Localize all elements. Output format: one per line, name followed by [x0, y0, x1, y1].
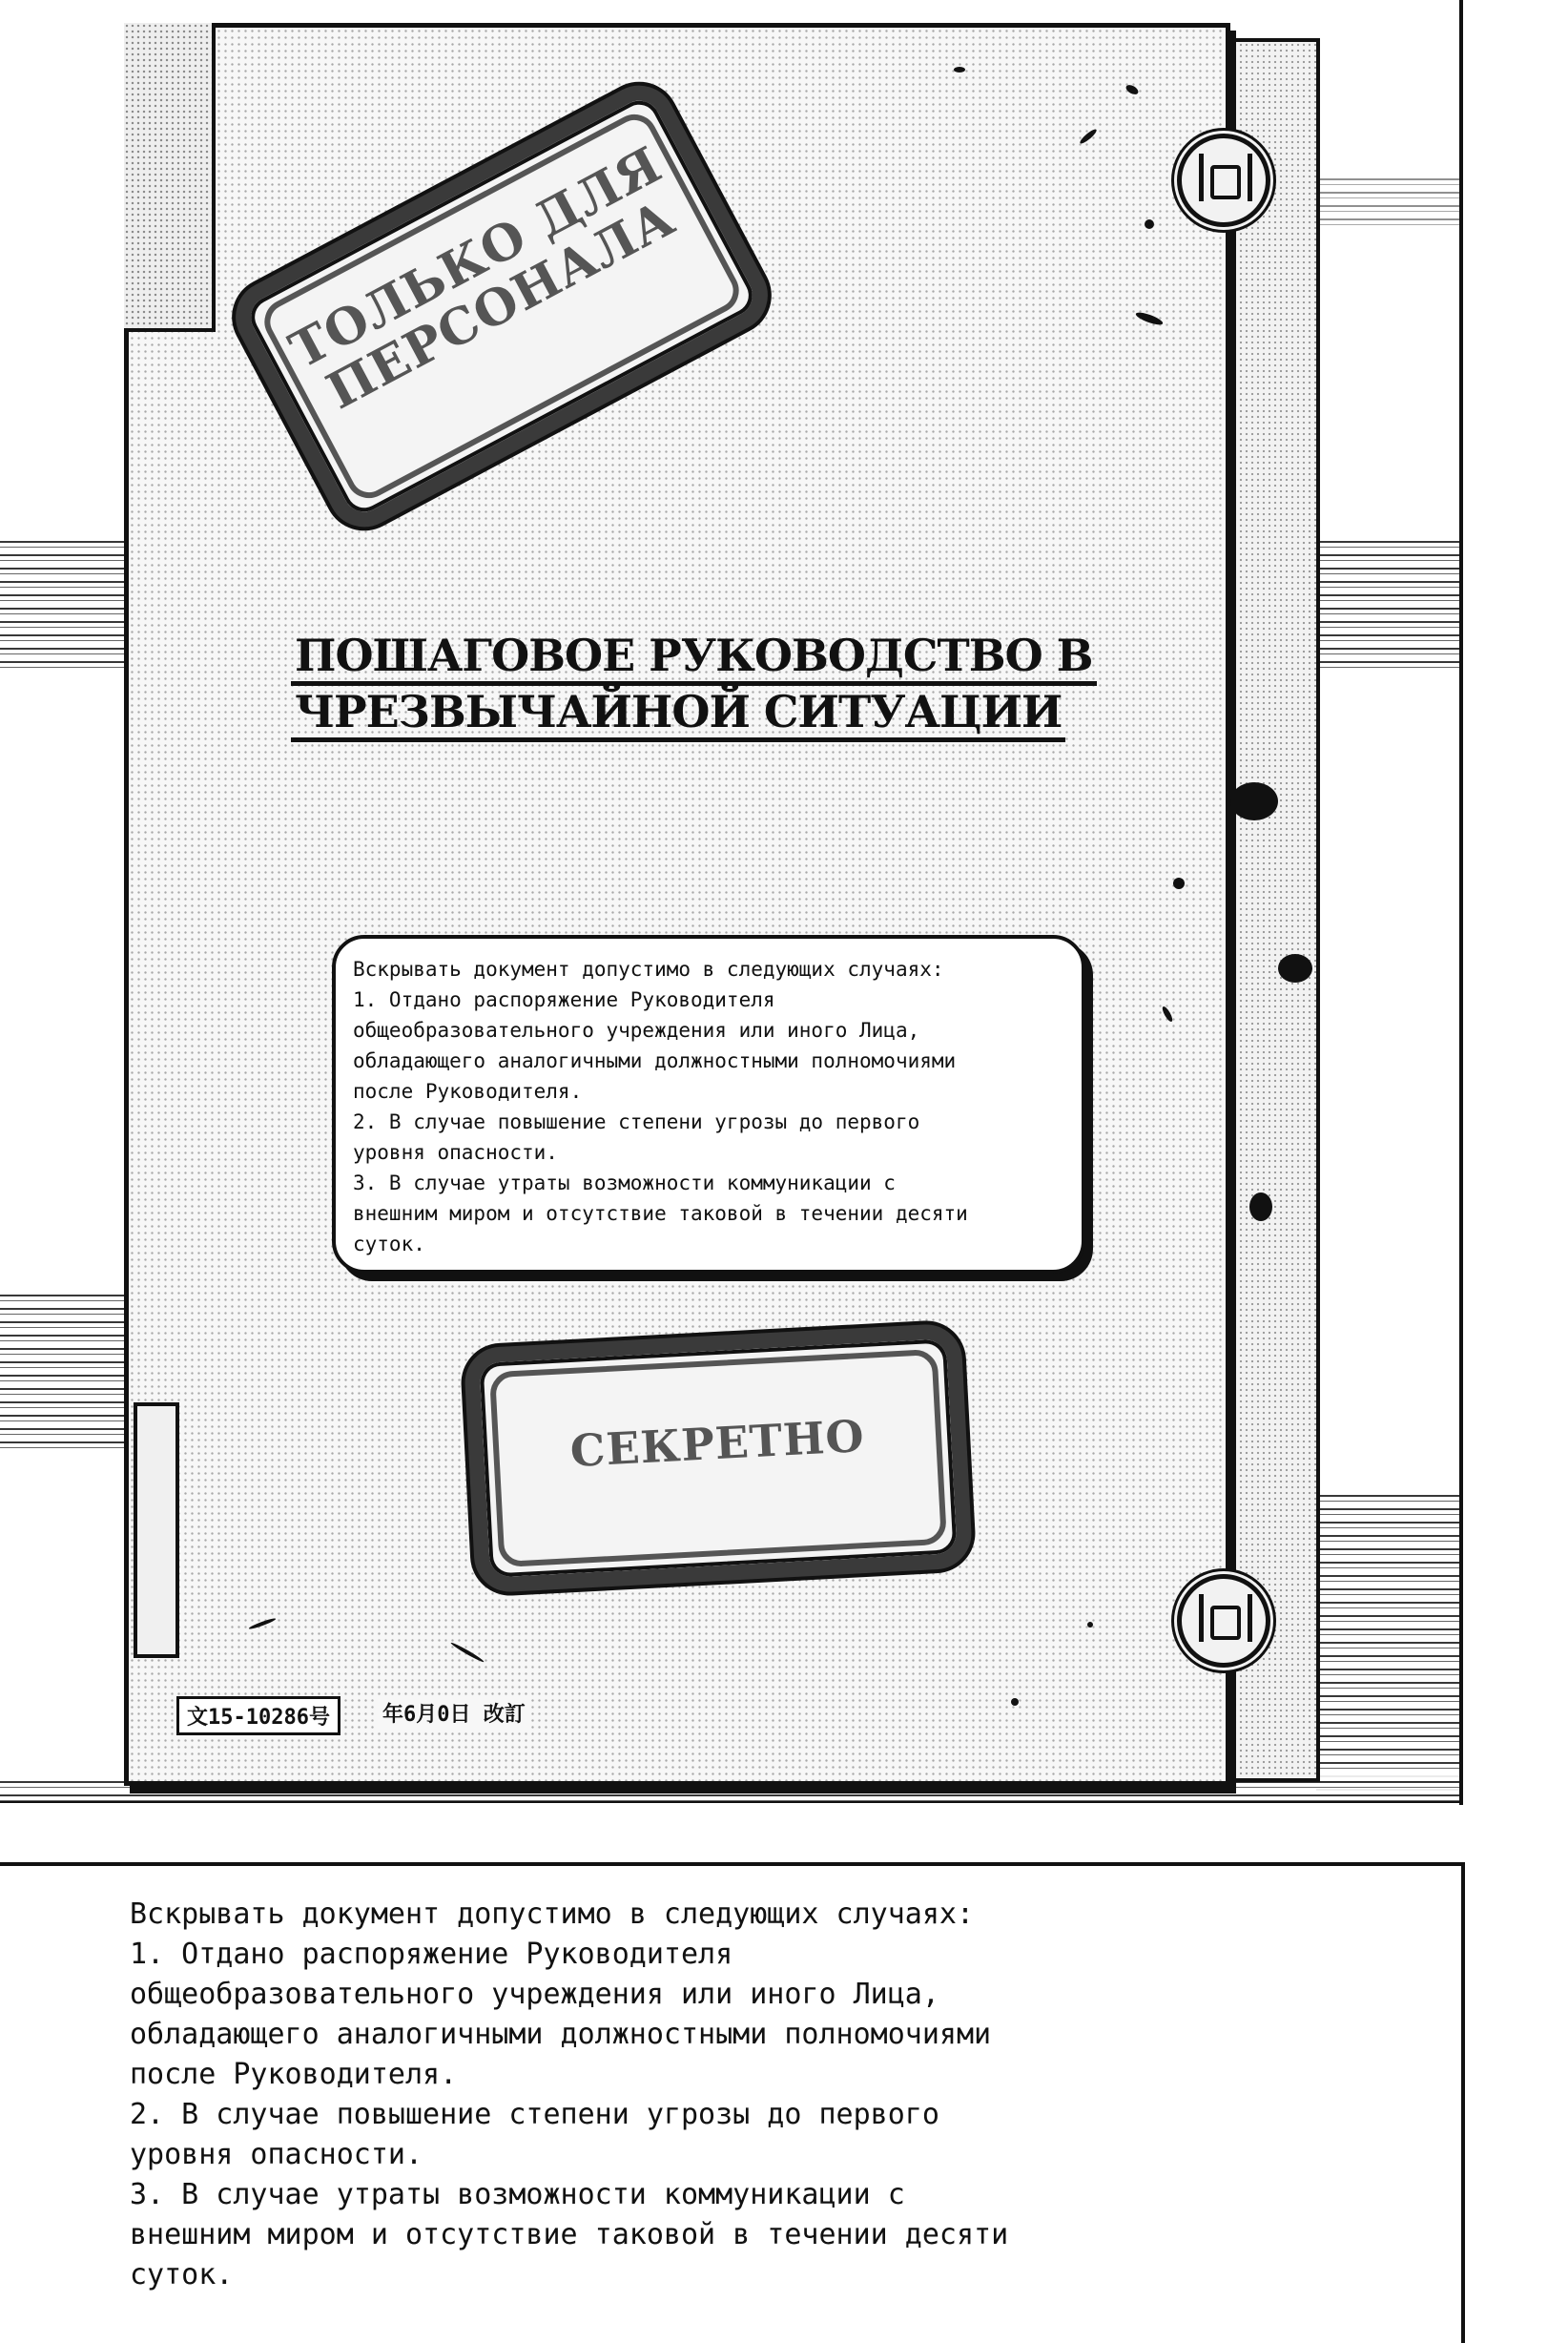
translation-line: внешним миром и отсутствие таковой в течении десяти [130, 2218, 1009, 2251]
wood-grain-right [1316, 534, 1459, 668]
folder-instructions-box [332, 935, 1085, 1274]
folder-tab-top [124, 23, 216, 332]
secret-stamp-text: СЕКРЕТНО [568, 1409, 866, 1478]
translation-line: после Руководителя. [130, 2058, 458, 2091]
translation-line: 1. Отдано распоряжение Руководителя [130, 1938, 733, 1971]
ink-splatter [954, 67, 965, 73]
wood-grain-left [0, 534, 134, 668]
translation-text [130, 1895, 1370, 2295]
wood-grain-right-lower [1316, 1488, 1459, 1794]
folder-instruction-line: 3. В случае утраты возможности коммуникации с [353, 1172, 896, 1194]
ink-splatter [1278, 954, 1312, 983]
panel-bottom-border [0, 1801, 1461, 1803]
wood-grain-right-top [1316, 172, 1459, 229]
document-title [291, 630, 1168, 742]
translation-line: общеобразовательного учреждения или иного Лица, [130, 1978, 939, 2011]
folder-instruction-line: внешним миром и отсутствие таковой в течении десяти [353, 1202, 968, 1225]
translation-line: суток. [130, 2258, 234, 2291]
translation-line: обладающего аналогичными должностными полномочиями [130, 2018, 992, 2051]
translation-line: 3. В случае утраты возможности коммуникации с [130, 2178, 905, 2211]
folder-tab-bottom [134, 1402, 179, 1658]
ink-splatter [1173, 878, 1185, 889]
ink-splatter [1011, 1698, 1019, 1706]
folder-instruction-line: общеобразовательного учреждения или иного Лица, [353, 1019, 920, 1042]
ink-splatter [1230, 782, 1278, 820]
document-revision-date: 年6月0日 改訂 [377, 1696, 531, 1730]
seal-icon [1177, 1574, 1270, 1668]
ink-splatter [1249, 1192, 1272, 1221]
secret-stamp [464, 1323, 974, 1594]
translation-line: уровня опасности. [130, 2138, 423, 2171]
folder-instruction-line: 1. Отдано распоряжение Руководителя [353, 988, 775, 1011]
seal-icon [1177, 134, 1270, 227]
translation-line: Вскрывать документ допустимо в следующих случаях: [130, 1897, 975, 1931]
folder-instruction-line: 2. В случае повышение степени угрозы до первого [353, 1110, 920, 1133]
staff-only-stamp-text: ТОЛЬКО ДЛЯ ПЕРСОНАЛА [280, 135, 685, 422]
document-number: 文15-10286号 [176, 1696, 340, 1735]
folder-instruction-line: суток. [353, 1233, 425, 1255]
document-title-line-1: ПОШАГОВОЕ РУКОВОДСТВО В [291, 630, 1097, 686]
ink-splatter [1145, 219, 1154, 229]
folder-instruction-line: обладающего аналогичными должностными полномочиями [353, 1049, 957, 1072]
document-title-line-2: ЧРЕЗВЫЧАЙНОЙ СИТУАЦИИ [291, 686, 1065, 742]
panel-right-border [1459, 0, 1463, 1805]
translation-line: 2. В случае повышение степени угрозы до первого [130, 2098, 939, 2131]
folder-instruction-line: уровня опасности. [353, 1141, 558, 1164]
folder-instruction-line: Вскрывать документ допустимо в следующих случаях: [353, 958, 944, 981]
wood-grain-left-lower [0, 1288, 134, 1450]
ink-splatter [1087, 1622, 1093, 1628]
folder-instruction-line: после Руководителя. [353, 1080, 583, 1103]
